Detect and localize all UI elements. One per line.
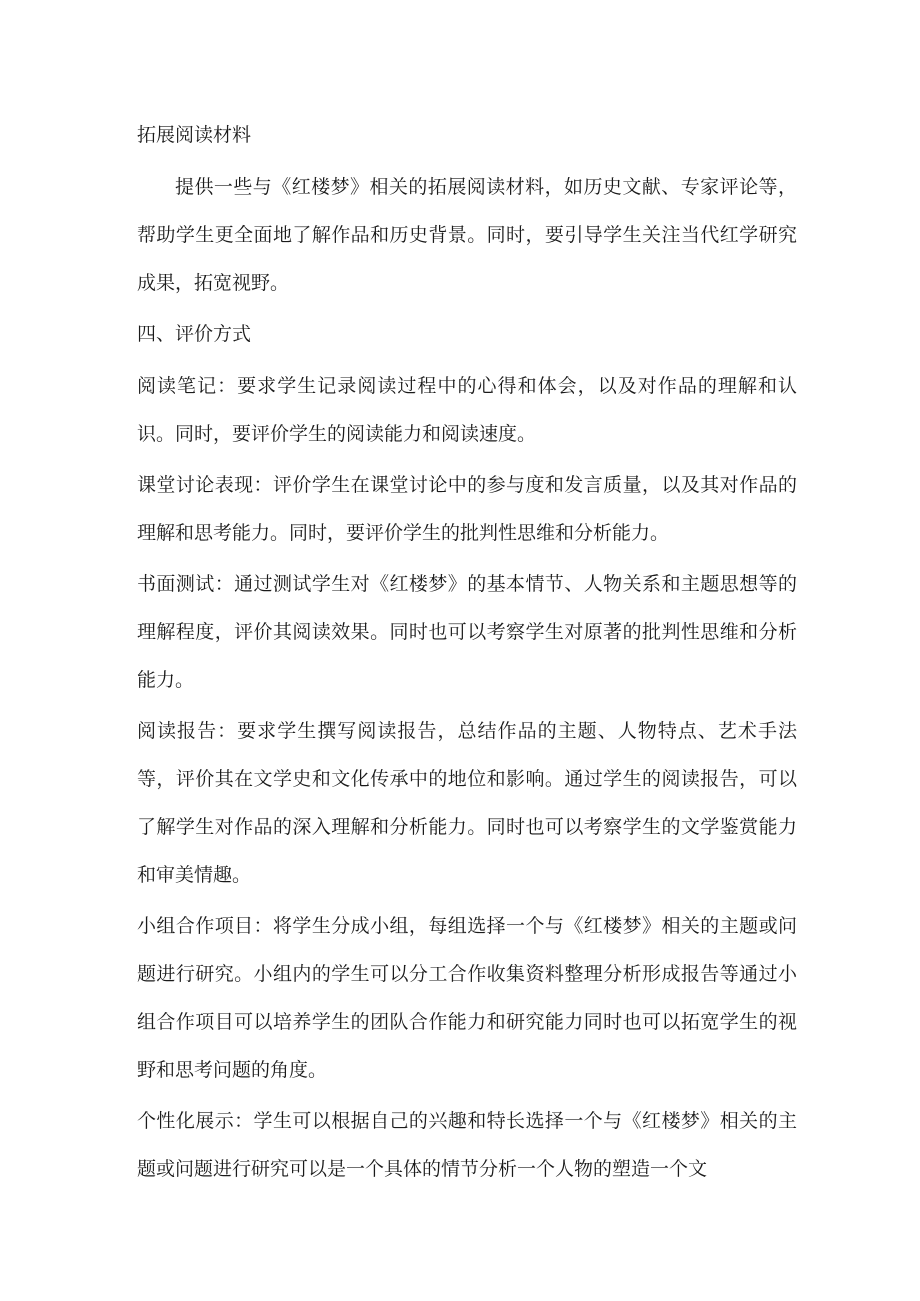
item-group-project: 小组合作项目：将学生分成小组，每组选择一个与《红楼梦》相关的主题或问题进行研究。小组内的学生可以分工合作收集资料整理分析形成报告等通过小组合作项目可以培养学生的团队合作能力和研究能力同时也可以拓宽学生的视野和思考问题的角度。 bbox=[137, 915, 797, 1081]
evaluation-heading: 四、评价方式 bbox=[137, 323, 252, 345]
item-personal-showcase: 个性化展示：学生可以根据自己的兴趣和特长选择一个与《红楼梦》相关的主题或问题进行研究可以是一个具体的情节分析一个人物的塑造一个文 bbox=[137, 1110, 797, 1180]
item-reading-notes: 阅读笔记：要求学生记录阅读过程中的心得和体会，以及对作品的理解和认识。同时，要评价学生的阅读能力和阅读速度。 bbox=[137, 375, 797, 445]
section-title: 拓展阅读材料 bbox=[137, 124, 252, 146]
document-page bbox=[137, 111, 797, 1196]
item-class-discussion: 课堂讨论表现：评价学生在课堂讨论中的参与度和发言质量，以及其对作品的理解和思考能力。同时，要评价学生的批判性思维和分析能力。 bbox=[137, 474, 797, 544]
item-reading-report: 阅读报告：要求学生撰写阅读报告，总结作品的主题、人物特点、艺术手法等，评价其在文学史和文化传承中的地位和影响。通过学生的阅读报告，可以了解学生对作品的深入理解和分析能力。同时也可以考察学生的文学鉴赏能力和审美情趣。 bbox=[137, 720, 797, 886]
intro-paragraph: 提供一些与《红楼梦》相关的拓展阅读材料，如历史文献、专家评论等，帮助学生更全面地了解作品和历史背景。同时，要引导学生关注当代红学研究成果，拓宽视野。 bbox=[137, 176, 797, 294]
item-written-test: 书面测试：通过测试学生对《红楼梦》的基本情节、人物关系和主题思想等的理解程度，评价其阅读效果。同时也可以考察学生对原著的批判性思维和分析能力。 bbox=[137, 573, 797, 691]
